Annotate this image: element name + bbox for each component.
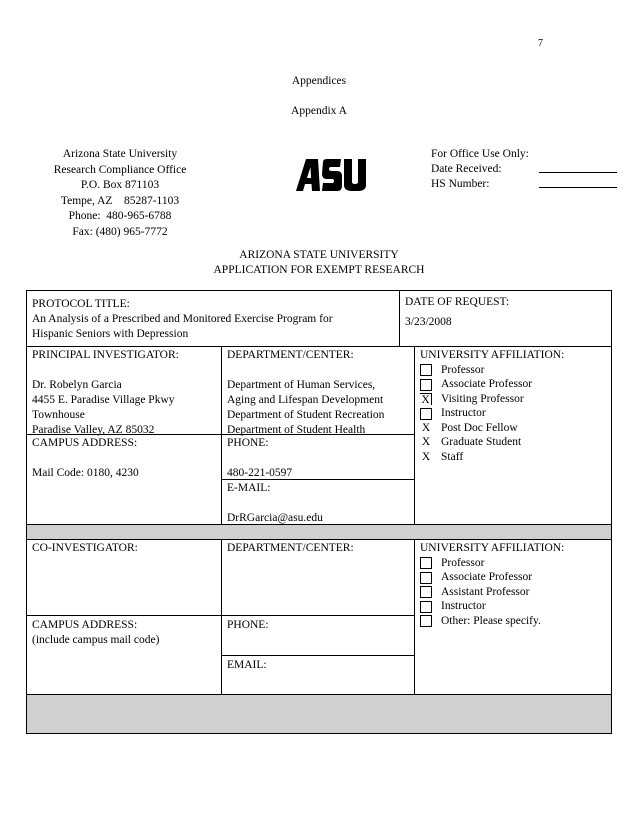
coi-department-cell[interactable] (227, 541, 413, 556)
co-investigator-cell[interactable] (32, 541, 218, 556)
checkbox[interactable] (420, 572, 432, 584)
address-line: Research Compliance Office (53, 163, 187, 176)
pi-address-line: Paradise Valley, AZ 85032 (32, 424, 155, 436)
checkbox[interactable] (420, 615, 432, 627)
divider (26, 346, 612, 347)
department-label: DEPARTMENT/CENTER: (227, 349, 354, 361)
department-line: Department of Student Health (227, 424, 366, 436)
affiliation-option[interactable] (420, 450, 608, 465)
pi-name: Dr. Robelyn Garcia (32, 379, 122, 391)
protocol-title-label: PROTOCOL TITLE: (32, 298, 130, 310)
office-use-title: For Office Use Only: (431, 148, 529, 160)
affiliation-option[interactable] (420, 614, 608, 629)
x-mark[interactable]: X (421, 421, 431, 434)
address-line: Arizona State University (62, 148, 178, 160)
affiliation-option-label: Staff (441, 450, 464, 463)
protocol-title-line: An Analysis of a Prescribed and Monitored Exercise Program for (32, 313, 333, 325)
pi-email-cell[interactable] (227, 481, 413, 526)
affiliation-option-label: Associate Professor (441, 571, 533, 584)
affiliation-option-label: Post Doc Fellow (441, 421, 518, 434)
date-of-request-cell[interactable] (405, 292, 605, 332)
checkbox[interactable] (420, 586, 432, 598)
divider (221, 346, 222, 524)
affiliation-option[interactable] (420, 392, 608, 407)
pi-address-line: Townhouse (32, 409, 85, 421)
department-line: Department of Student Recreation (227, 409, 385, 421)
address-line: Fax: (480) 965-7772 (72, 225, 168, 238)
email-value: DrRGarcia@asu.edu (227, 512, 323, 524)
protocol-title-cell[interactable] (32, 297, 397, 342)
coi-email-cell[interactable] (227, 658, 413, 673)
affiliation-option-label: Visiting Professor (441, 392, 524, 405)
affiliation-option-label: Professor (441, 556, 485, 569)
coi-campus-address-cell[interactable] (32, 618, 218, 648)
pi-address-line: 4455 E. Paradise Village Pkwy (32, 394, 175, 406)
form-title-application: APPLICATION FOR EXEMPT RESEARCH (213, 264, 425, 276)
date-of-request-label: DATE OF REQUEST: (405, 296, 510, 308)
affiliation-option-label: Graduate Student (441, 436, 522, 449)
date-of-request-value: 3/23/2008 (405, 316, 452, 328)
checkbox[interactable] (420, 408, 432, 420)
affiliation-label: UNIVERSITY AFFILIATION: (420, 349, 565, 361)
department-line: Department of Human Services, (227, 379, 376, 391)
office-use-block (431, 147, 621, 192)
email-label: EMAIL: (227, 659, 267, 671)
divider (414, 539, 415, 694)
affiliation-option-label: Associate Professor (441, 378, 533, 391)
campus-address-label: CAMPUS ADDRESS: (32, 619, 138, 631)
shaded-footer (27, 695, 611, 733)
divider (414, 346, 415, 524)
divider (26, 539, 612, 540)
campus-address-hint: (include campus mail code) (32, 634, 160, 646)
address-line: Tempe, AZ 85287-1103 (60, 194, 180, 207)
affiliation-option[interactable] (420, 556, 608, 571)
date-received-label: Date Received: (431, 163, 502, 175)
affiliation-option[interactable] (420, 421, 608, 436)
affiliation-option[interactable] (420, 436, 608, 451)
phone-label: PHONE: (227, 619, 269, 631)
protocol-title-line: Hispanic Seniors with Depression (32, 328, 189, 340)
email-label: E-MAIL: (227, 482, 271, 494)
principal-investigator-cell[interactable] (32, 348, 218, 438)
checkbox-checked[interactable]: X (420, 393, 432, 405)
affiliation-label: UNIVERSITY AFFILIATION: (420, 542, 565, 554)
checkbox[interactable] (420, 601, 432, 613)
asu-logo (296, 156, 368, 194)
x-mark[interactable]: X (421, 436, 431, 449)
pi-phone-cell[interactable] (227, 436, 413, 481)
department-label: DEPARTMENT/CENTER: (227, 542, 354, 554)
divider (221, 655, 415, 656)
affiliation-option[interactable] (420, 571, 608, 586)
divider (221, 539, 222, 694)
campus-address-value: Mail Code: 0180, 4230 (32, 467, 139, 479)
affiliation-option[interactable] (420, 363, 608, 378)
checkbox[interactable] (420, 379, 432, 391)
shaded-separator (27, 525, 611, 539)
divider (399, 290, 400, 346)
coi-phone-cell[interactable] (227, 618, 413, 633)
x-mark[interactable]: X (421, 450, 431, 463)
phone-label: PHONE: (227, 437, 269, 449)
hs-number-blank[interactable] (539, 177, 617, 188)
page-number: 7 (538, 38, 543, 49)
coi-affiliation-cell (420, 541, 608, 629)
affiliation-option-label: Instructor (441, 407, 486, 420)
form-title-university: ARIZONA STATE UNIVERSITY (239, 249, 399, 261)
appendix-a-heading: Appendix A (291, 105, 347, 117)
affiliation-option[interactable] (420, 600, 608, 615)
address-block (40, 147, 200, 240)
pi-affiliation-cell (420, 348, 608, 465)
department-line: Aging and Lifespan Development (227, 394, 384, 406)
co-investigator-label: CO-INVESTIGATOR: (32, 542, 138, 554)
address-line: Phone: 480-965-6788 (68, 210, 172, 222)
checkbox[interactable] (420, 557, 432, 569)
appendices-heading: Appendices (291, 75, 347, 87)
affiliation-option-label: Instructor (441, 600, 486, 613)
affiliation-option[interactable] (420, 407, 608, 422)
affiliation-option[interactable] (420, 378, 608, 393)
hs-number-label: HS Number: (431, 178, 490, 190)
date-received-blank[interactable] (539, 162, 617, 173)
phone-value: 480-221-0597 (227, 467, 293, 479)
campus-address-label: CAMPUS ADDRESS: (32, 437, 138, 449)
pi-department-cell[interactable] (227, 348, 413, 438)
pi-label: PRINCIPAL INVESTIGATOR: (32, 349, 179, 361)
divider (26, 615, 415, 616)
checkbox[interactable] (420, 364, 432, 376)
affiliation-option-label: Professor (441, 363, 485, 376)
affiliation-option-label: Other: Please specify. (441, 614, 541, 627)
affiliation-option[interactable] (420, 585, 608, 600)
address-line: P.O. Box 871103 (80, 179, 160, 191)
affiliation-option-label: Assistant Professor (441, 585, 530, 598)
pi-campus-address-cell[interactable] (32, 436, 218, 481)
